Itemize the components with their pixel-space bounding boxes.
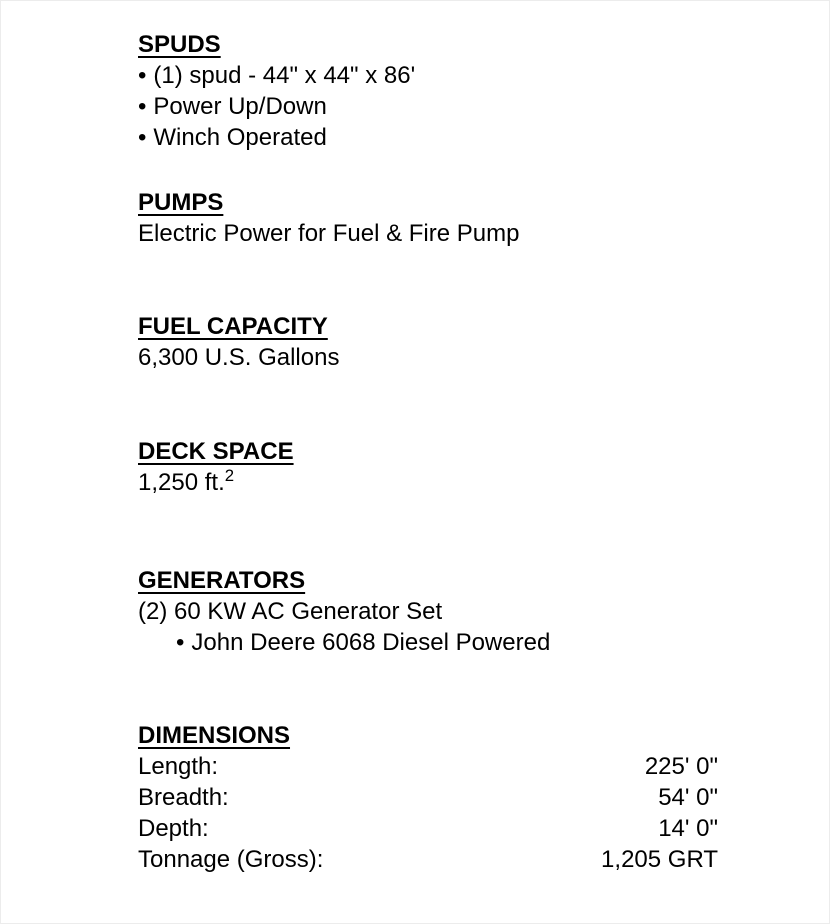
section-heading-generators: GENERATORS — [138, 567, 306, 594]
dimension-value: 54' 0" — [658, 784, 718, 811]
spuds-bullet-text: Winch Operated — [153, 124, 327, 151]
fuel-capacity-value: 6,300 U.S. Gallons — [138, 344, 340, 371]
deck-space-number: 1,250 ft. — [138, 469, 225, 496]
bullet-icon: • — [176, 629, 185, 656]
dimension-label: Depth: — [138, 815, 209, 842]
generators-description: (2) 60 KW AC Generator Set — [138, 598, 443, 625]
spec-sheet-content — [138, 29, 718, 875]
section-heading-fuel-capacity: FUEL CAPACITY — [138, 313, 328, 340]
dimension-value: 1,205 GRT — [601, 846, 718, 873]
spuds-bullet-item — [138, 122, 718, 153]
deck-space-value — [138, 467, 718, 498]
section-heading-deck-space: DECK SPACE — [138, 438, 294, 465]
spuds-bullet-item — [138, 60, 718, 91]
bullet-icon: • — [138, 93, 147, 120]
spuds-bullet-text: (1) spud - 44" x 44" x 86' — [153, 62, 416, 89]
section-heading-spuds: SPUDS — [138, 31, 221, 58]
dimension-row-depth — [138, 813, 718, 844]
section-dimensions — [138, 720, 718, 875]
dimension-label: Breadth: — [138, 784, 229, 811]
dimension-label: Tonnage (Gross): — [138, 846, 324, 873]
dimension-value: 225' 0" — [644, 753, 718, 780]
section-heading-dimensions: DIMENSIONS — [138, 722, 291, 749]
pumps-description: Electric Power for Fuel & Fire Pump — [138, 220, 520, 247]
section-spuds — [138, 29, 718, 153]
bullet-icon: • — [138, 124, 147, 151]
dimension-value: 14' 0" — [658, 815, 718, 842]
section-deck-space — [138, 436, 718, 498]
dimension-row-length — [138, 751, 718, 782]
section-heading-pumps: PUMPS — [138, 189, 224, 216]
bullet-icon: • — [138, 62, 147, 89]
section-fuel-capacity — [138, 311, 718, 373]
dimension-label: Length: — [138, 753, 219, 780]
dimension-row-breadth — [138, 782, 718, 813]
section-generators — [138, 565, 718, 658]
section-pumps — [138, 187, 718, 249]
spuds-bullet-item — [138, 91, 718, 122]
generators-sub-bullet-item — [138, 627, 718, 658]
deck-space-superscript: 2 — [224, 466, 235, 485]
generators-sub-bullet-text: John Deere 6068 Diesel Powered — [191, 629, 551, 656]
dimension-row-tonnage — [138, 844, 718, 875]
spuds-bullet-text: Power Up/Down — [153, 93, 327, 120]
